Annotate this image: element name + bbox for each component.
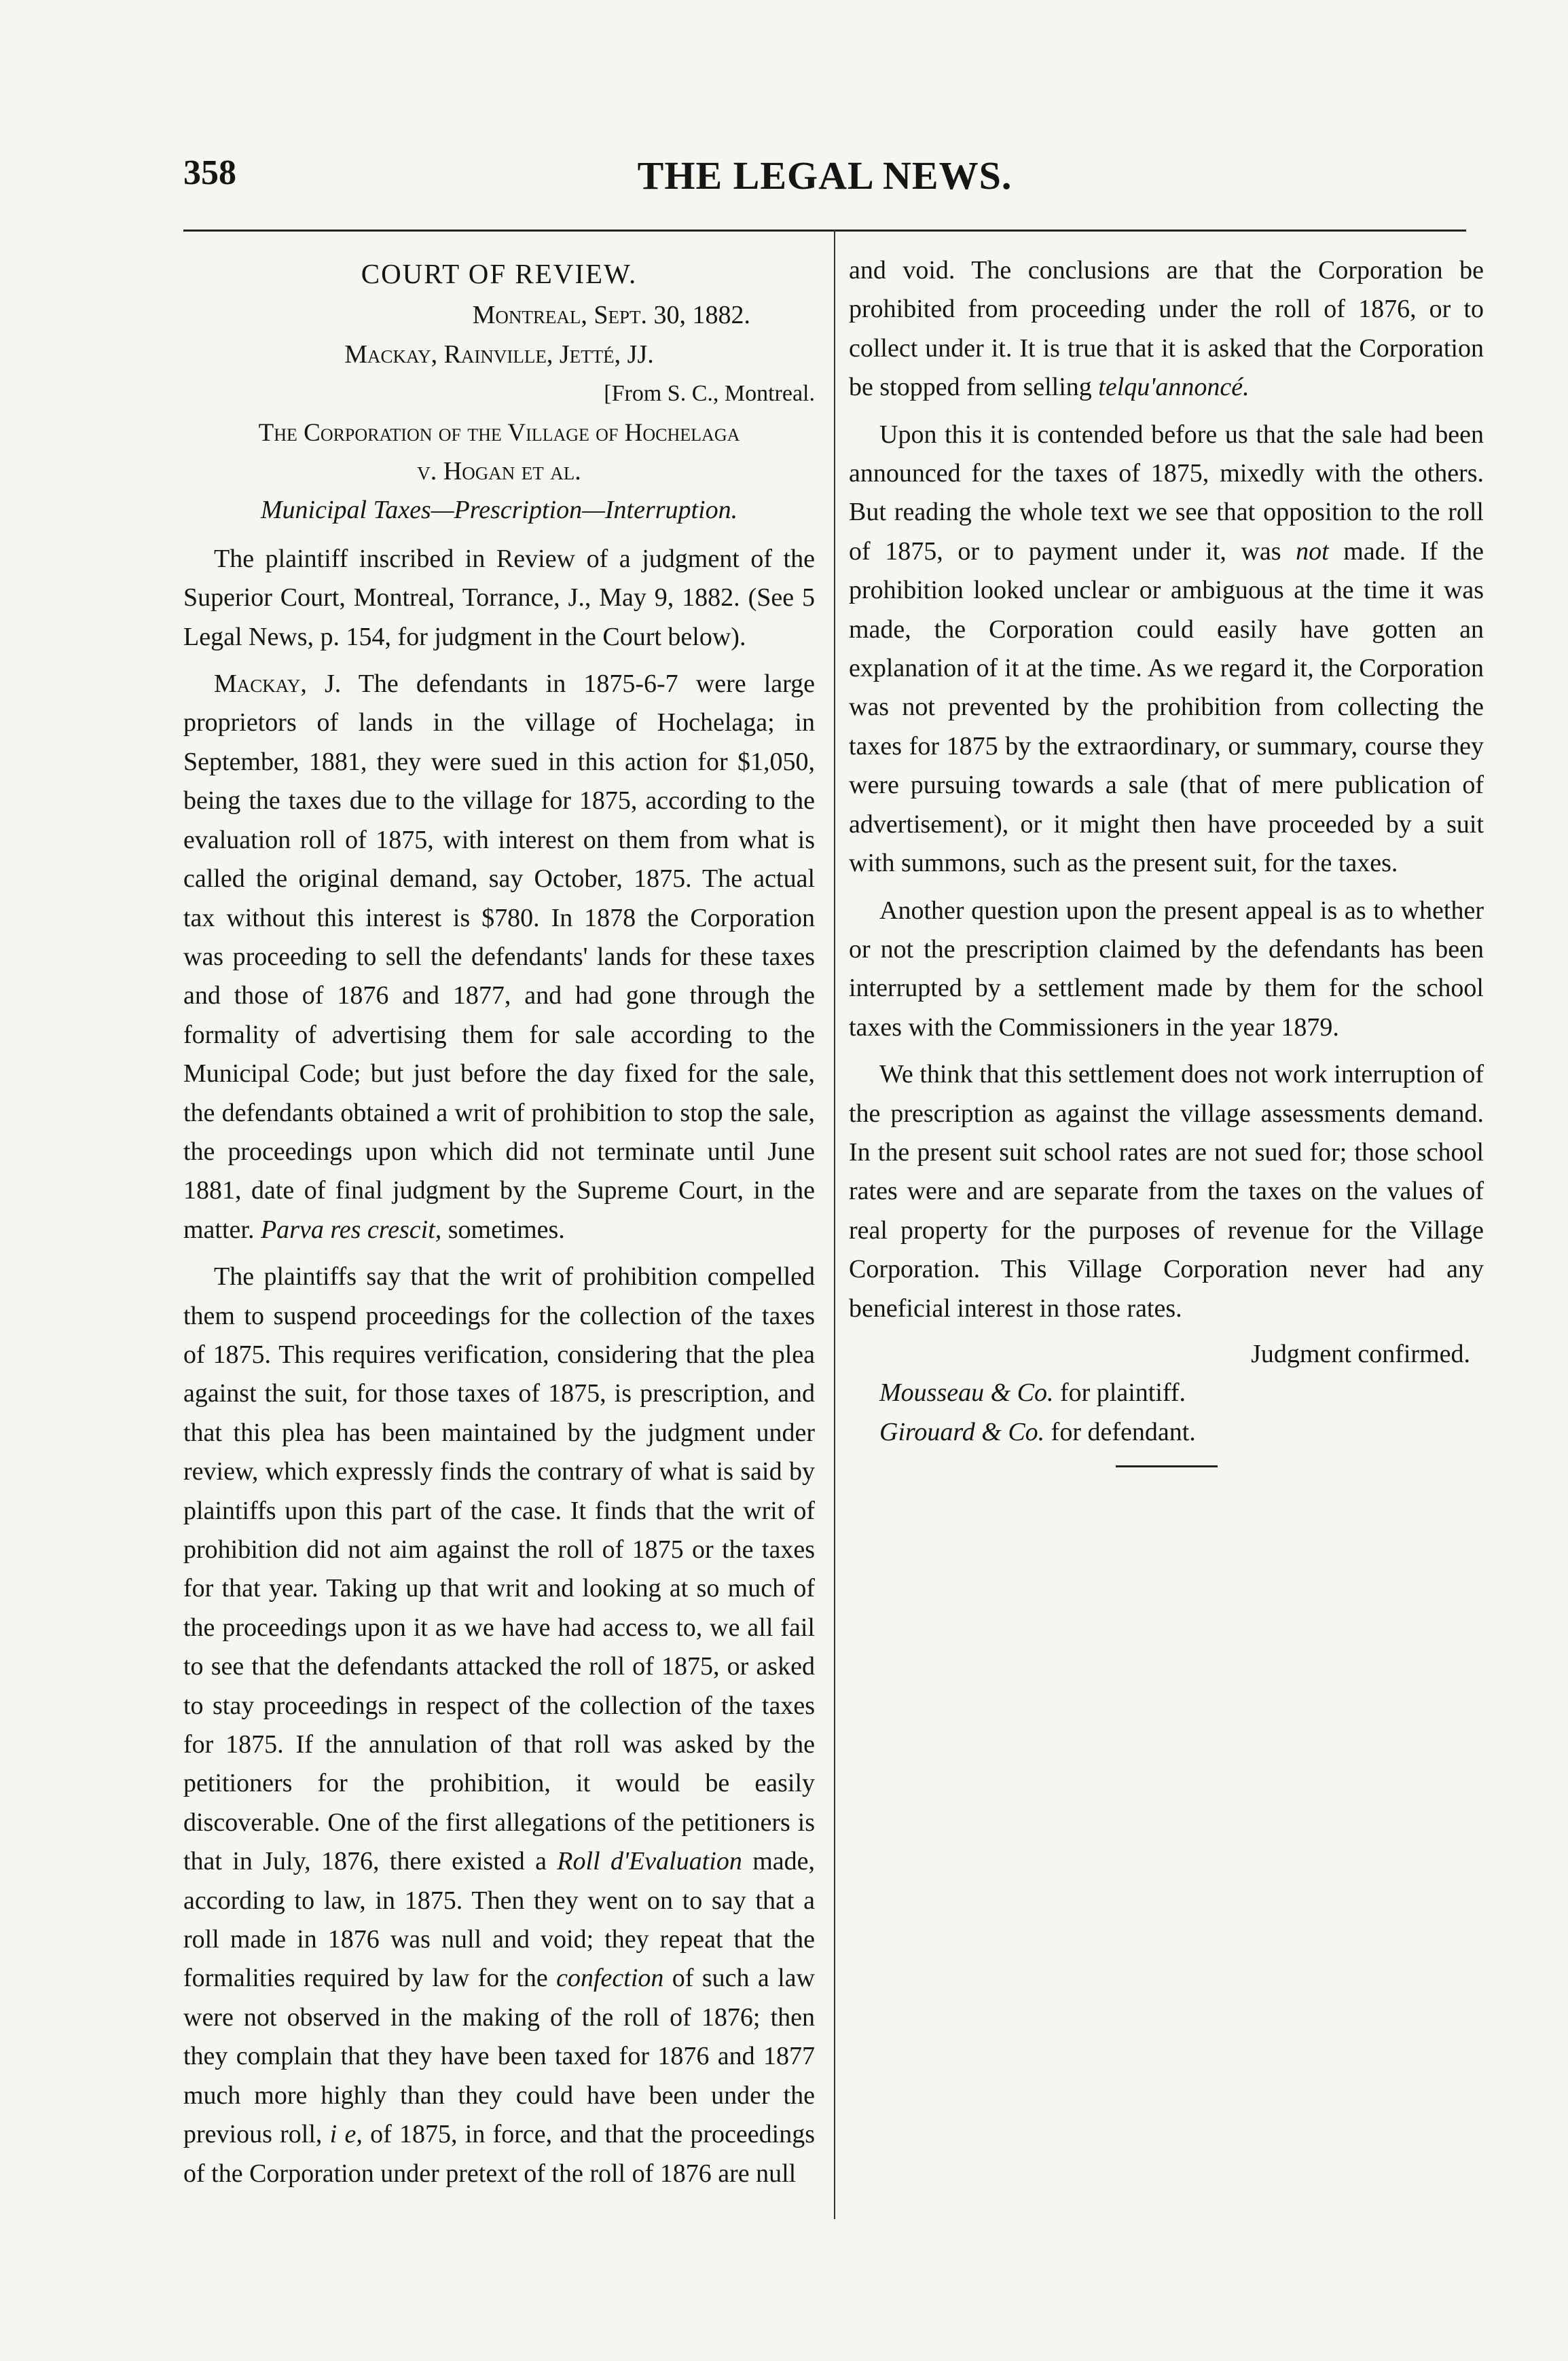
text-segment: and (849, 256, 903, 285)
paragraph-prohibition (183, 1258, 815, 2193)
case-title: The Corporation of the Village of Hochelaga (258, 418, 740, 447)
column-divider (834, 230, 835, 2219)
text-segment: that (1273, 333, 1320, 363)
header-rule (183, 230, 1466, 232)
dateline: Montreal, Sept. 30, 1882. (472, 301, 750, 330)
case-versus: v. Hogan et al. (417, 457, 581, 486)
text-segment: from (966, 373, 1023, 402)
left-column (183, 255, 815, 2193)
text-segment: true (1067, 333, 1116, 363)
text-segment: void. (902, 256, 972, 285)
text-segment: roll (1275, 295, 1324, 324)
text-segment: sometimes. (441, 1215, 565, 1244)
italic-term: i e, (329, 2120, 363, 2149)
italic-term: not (1296, 536, 1329, 566)
text-segment: it. (991, 333, 1020, 363)
text-segment: are (1166, 256, 1215, 285)
firm-name: Girouard & Co. (879, 1417, 1045, 1446)
text-segment: It (1019, 333, 1043, 363)
text-segment: made. If the prohibition looked unclear or ambiguous at the time it was made, the Corporation could easily have gotten an explanation of it at the time. As we regard it, the Corporation was not prevented by the prohibition from collecting the taxes for 1875 by the extraordinary, or summary, course they were pursuing towards a sale (that of mere publication of advertisement), or it might then have proceeded by a suit with summons, such as the present suit, for the taxes. (849, 536, 1484, 878)
paragraph-opinion (183, 665, 815, 1249)
text-segment: the (1270, 256, 1318, 285)
text-segment: prohibited (849, 295, 968, 324)
text-segment: collect (849, 333, 926, 363)
text-segment: is (1042, 333, 1068, 363)
italic-term: confection (556, 1964, 664, 1993)
page-header (183, 153, 1466, 207)
text-segment: The defendants in 1875-6-7 were large proprietors of lands in the village of Hochelaga; in September, 1881, they were sued in this action for $1,050, being the taxes due to the village for 1875, according to the evaluation roll of 1875, with interest on them from what is called the original demand, say October, 1875. The actual tax without this interest is $780. In 1878 the Corporation was proceeding to sell the defendants' lands for these taxes and those of 1876 and 1877, and had gone through the formality of advertising them for sale according to the Municipal Code; but just before the day fixed for the sale, the defendants obtained a writ of prohibition to stop the sale, the proceedings upon which did not terminate until June 1881, date of final judgment by the Supreme Court, in the matter. (183, 670, 815, 1244)
text-segment: Upon this it is contended before us that the sale had been announced for the taxes of 1875, mixedly with the others. But reading the whole text we see that opposition to the roll of 1875, or to payment under it, was (849, 420, 1484, 566)
italic-term: qu'annoncé. (1124, 373, 1250, 402)
paragraph-prohibition (849, 251, 1484, 407)
text-segment: of such a law were not observed in the making of the roll of 1876; then they complain that they have been taxed for 1876 and 1877 much more highly than they could have been under the previous roll, (183, 1964, 815, 2149)
judgment-line: Judgment confirmed. (1251, 1339, 1470, 1368)
judge-lead: Mackay, J. (214, 670, 342, 699)
court-title: COURT OF REVIEW. (361, 258, 638, 289)
text-segment: under (1159, 295, 1230, 324)
text-segment: selling (1023, 373, 1099, 402)
journal-title: THE LEGAL NEWS. (637, 153, 1013, 198)
text-segment: of (1324, 295, 1359, 324)
text-segment: under (925, 333, 991, 363)
paragraph-settlement: We think that this settlement does not work interruption of the prescription as against the village assessments demand. In the present suit school rates are not sued for; those school rates were and are separate from the taxes on the values of real property for the purposes of revenue for the Village Corporation. This Village Corporation never had any beneficial interest in those rates. (849, 1060, 1484, 1323)
counsel-role: for defendant. (1044, 1417, 1196, 1446)
text-segment: is (1183, 333, 1208, 363)
text-segment: asked (1207, 333, 1274, 363)
end-rule (1116, 1465, 1218, 1467)
paragraph-inscription: The plaintiff inscribed in Review of a judgment of the Superior Court, Montreal, Torrance, J., May 9, 1882. (See 5 Legal News, p. 154, for judgment in the Court below). (183, 544, 815, 651)
text-segment: be (1459, 256, 1484, 285)
text-segment: or (1429, 295, 1464, 324)
counsel-role: for plaintiff. (1053, 1378, 1186, 1408)
text-segment: 1876, (1358, 295, 1429, 324)
text-segment: that (1214, 256, 1271, 285)
text-segment: proceeding (1031, 295, 1159, 324)
text-segment: be (849, 373, 880, 402)
text-segment: The (971, 256, 1028, 285)
text-segment: Corporation (1359, 333, 1484, 363)
text-segment: made, according to law, in 1875. Then they went on to say that a roll made in 1876 was null and void; they repeat that the formalities required by law for the (183, 1847, 815, 1993)
case-subject: Municipal Taxes—Prescription—Interruption. (260, 496, 738, 525)
italic-term: Roll d'Evaluation (557, 1847, 742, 1876)
text-segment: The plaintiffs say that the writ of prohibition compelled them to suspend proceedings for the collection of the taxes of 1875. This requires verification, considering that the plea against the suit, for those taxes of 1875, is prescription, and that this plea has been maintained by the judgment under review, which expressly finds the contrary of what is said by plaintiffs upon this part of the case. It finds that the writ of prohibition did not aim against the roll of 1875 or the taxes for that year. Taking up that writ and looking at so much of the proceedings upon it as we have had access to, we all fail to see that the defendants attacked the roll of 1875, or asked to stay proceedings in respect of the collection of the taxes for 1875. If the annulation of that roll was asked by the petitioners for the prohibition, it would be easily discoverable. One of the first allegations of the petitioners is that in July, 1876, there existed a (183, 1262, 815, 1876)
counsel-plaintiff (849, 1374, 1484, 1412)
text-segment: stopped (879, 373, 967, 402)
text-segment: of 1875, in force, and that the proceedings of the Corporation under pretext of the roll of 1876 are null (183, 2120, 816, 2188)
latin-phrase: Parva res crescit, (260, 1215, 442, 1244)
text-segment: from (968, 295, 1032, 324)
counsel-defendant (849, 1413, 1484, 1452)
text-segment: to (1463, 295, 1484, 324)
text-segment: the (1230, 295, 1275, 324)
text-segment: conclusions (1027, 256, 1167, 285)
from-line: [From S. C., Montreal. (604, 381, 815, 407)
paragraph-question: Another question upon the present appeal is as to whether or not the prescription claimed by the defendants has been interrupted by a settlement made by them for the school taxes with the Commissioners in the year 1879. (849, 896, 1484, 1042)
text-segment: it (1161, 333, 1184, 363)
right-column (849, 251, 1484, 1467)
italic-term: tel (1098, 373, 1125, 402)
text-segment: the (1319, 333, 1360, 363)
text-segment: that (1115, 333, 1161, 363)
text-segment: Corporation (1318, 256, 1460, 285)
firm-name: Mousseau & Co. (879, 1378, 1054, 1408)
paragraph-contention (849, 416, 1484, 883)
judges-line: Mackay, Rainville, Jetté, JJ. (344, 340, 654, 369)
page-number: 358 (183, 153, 236, 192)
